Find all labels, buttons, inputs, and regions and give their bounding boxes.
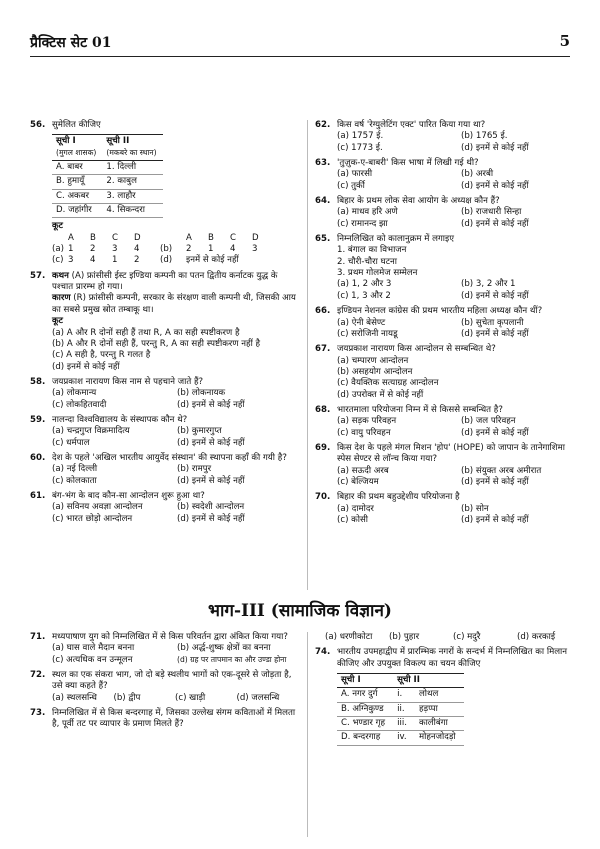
option[interactable]: (b) पुहार: [389, 632, 420, 642]
question-73-options: [315, 632, 581, 643]
option[interactable]: (d) इनमें से कोई नहीं: [461, 427, 529, 438]
option[interactable]: (a) सऊदी अरब: [337, 465, 389, 476]
option[interactable]: (c) धर्मपाल: [52, 437, 90, 448]
table-row: A. बाबर 1. दिल्ली: [52, 161, 163, 175]
match-table: [52, 134, 163, 218]
option[interactable]: (c) सरोजिनी नायडू: [337, 328, 398, 339]
table-row: C. अकबर 3. लाहौर: [52, 189, 163, 203]
question-text: सुमेलित कीजिए: [52, 120, 101, 130]
column-divider: [307, 632, 308, 837]
table-header: सूची II (मकबरे का स्थान): [102, 135, 162, 161]
section-title: भाग-III (सामाजिक विज्ञान): [208, 601, 392, 621]
option[interactable]: (d) इनमें से कोई नहीं: [461, 328, 529, 339]
option[interactable]: (d) इनमें से कोई नहीं: [461, 142, 529, 153]
option[interactable]: (a) 1, 2 और 3: [337, 279, 392, 290]
table-row: B. अग्निकुण्ड ii. हड़प्पा: [337, 702, 464, 716]
option[interactable]: (c) 1, 3 और 2: [337, 290, 391, 301]
table-header: सूची I (मुगल शासक): [52, 135, 102, 161]
page-header: [30, 30, 570, 57]
option[interactable]: (c) वैयक्तिक सत्याग्रह आन्दोलन: [337, 378, 439, 389]
question-69: 69. किस देश के पहले मंगल मिशन 'होप' (HOPE) को जापान के तानेगाशिमा स्पेस सेण्टर से लॉन्च किया गया? (a) सऊदी अरब (b) संयुक्त अरब अमीरात (c) बेल्जियम (d) इनमें से कोई नहीं: [315, 443, 581, 488]
option[interactable]: (c) कोसी: [337, 515, 369, 525]
option[interactable]: (b) संयुक्त अरब अमीरात: [461, 465, 542, 476]
option[interactable]: (a) चम्पारण आन्दोलन: [337, 355, 409, 366]
page-number: 5: [559, 32, 570, 51]
left-column-part3: [30, 632, 298, 735]
question-63: 63. 'तुज़ुक-ए-बाबरी' किस भाषा में लिखी गई थी? (a) फारसी (b) अरबी (c) तुर्की (d) इनमें से कोई नहीं: [315, 158, 581, 192]
column-divider: [307, 120, 308, 590]
option[interactable]: (b) सोन: [461, 503, 489, 514]
option[interactable]: (b) असहयोग आन्दोलन: [337, 366, 413, 377]
option[interactable]: (a) A और R दोनों सही हैं तथा R, A का सही स्पष्टीकरण है: [52, 327, 240, 338]
table-row: B. हुमायूँ 2. काबुल: [52, 175, 163, 189]
option[interactable]: (d) करकाई: [517, 632, 556, 642]
table-row: D. जहांगीर 4. सिकन्दरा: [52, 204, 163, 218]
option[interactable]: (d) इनमें से कोई नहीं: [52, 361, 120, 372]
option[interactable]: (a) ऐनी बेसेण्ट: [337, 317, 386, 328]
option[interactable]: (a) माधव हरि अणे: [337, 207, 398, 218]
question-67: 67. जयप्रकाश नारायण किस आन्दोलन से सम्बन्धित थे? (a) चम्पारण आन्दोलन (b) असहयोग आन्दोलन (c) वैयक्तिक सत्याग्रह आन्दोलन (d) उपरोक्त में से कोई नहीं: [315, 344, 581, 401]
option[interactable]: (b) रामपुर: [177, 464, 212, 475]
option[interactable]: (d) इनमें से कोई नहीं: [177, 475, 245, 486]
option[interactable]: (a) स्थलसन्धि: [52, 692, 97, 703]
code-label: कूट: [52, 221, 63, 232]
option[interactable]: (c) रामानन्द झा: [337, 218, 388, 229]
option[interactable]: (b) अरबी: [461, 169, 494, 180]
option[interactable]: (d) इनमें से कोई नहीं: [177, 513, 245, 524]
question-68: 68. भारतमाला परियोजना निम्न में से किससे सम्बन्धित है? (a) सड़क परिवहन (b) जल परिवहन (c) वायु परिवहन (d) इनमें से कोई नहीं: [315, 405, 581, 439]
question-58: 58. जयप्रकाश नारायण किस नाम से पहचाने जाते हैं? (a) लोकमान्य (b) लोकनायक (c) लोकहितवादी (d) इनमें से कोई नहीं: [30, 377, 298, 411]
option[interactable]: (c) अत्यधिक वन उन्मूलन: [52, 654, 133, 665]
question-59: 59. नालन्दा विश्वविद्यालय के संस्थापक कौन थे? (a) चन्द्रगुप्त विक्रमादित्य (b) कुमारगुप्त (c) धर्मपाल (d) इनमें से कोई नहीं: [30, 415, 298, 449]
match-table: सूची I सूची II A. नगर दुर्ग i. लोथल B. अग्निकुण्ड ii. हड़प्पा C. भण्डार गृह iii. कालीबंगा D. बन्दरगाह iv. मोहनजोदड़ो: [337, 673, 464, 746]
question-64: 64. बिहार के प्रथम लोक सेवा आयोग के अध्यक्ष कौन हैं? (a) माधव हरि अणे (b) राजधारी सिन्हा (c) रामानन्द झा (d) इनमें से कोई नहीं: [315, 196, 581, 230]
right-column-part3: [315, 632, 581, 750]
option[interactable]: (c) वायु परिवहन: [337, 427, 391, 438]
option[interactable]: (d) इनमें से कोई नहीं: [461, 515, 529, 525]
option[interactable]: (d) इनमें से कोई नहीं: [461, 218, 529, 229]
option[interactable]: (c) बेल्जियम: [337, 476, 379, 487]
page-title: प्रैक्टिस सेट 01: [30, 34, 112, 51]
question-61: 61. बंग-भंग के बाद कौन-सा आन्दोलन शुरू हुआ था? (a) सविनय अवज्ञा आन्दोलन (b) स्वदेशी आन्दोलन (c) भारत छोड़ो आन्दोलन (d) इनमें से कोई नहीं: [30, 491, 298, 525]
option[interactable]: (d) इनमें से कोई नहीं: [177, 437, 245, 448]
option[interactable]: (c) कोलकाता: [52, 475, 97, 486]
option[interactable]: (b) जल परिवहन: [461, 416, 516, 427]
question-71: 71. मध्यपाषाण युग को निम्नलिखित में से किस परिवर्तन द्वारा अंकित किया गया? (a) घास वाले मैदान बनना (b) अर्द्ध-शुष्क क्षेत्रों का बनना (c) अत्यधिक वन उन्मूलन (d) ग्रह पर तापमान का और उण्डा होना: [30, 632, 298, 666]
option[interactable]: (b) द्वीप: [113, 692, 141, 703]
option[interactable]: (b) सुचेता कृपलानी: [461, 317, 524, 328]
option[interactable]: (c) 1773 ई.: [337, 142, 383, 153]
left-column: [30, 120, 298, 529]
question-56: [30, 120, 298, 267]
option[interactable]: (b) 1765 ई.: [461, 131, 508, 142]
option[interactable]: (d) जलसन्धि: [236, 692, 280, 703]
option[interactable]: (a) दामोदर: [337, 503, 374, 514]
question-62: 62. किस वर्ष 'रेग्युलेटिंग एक्ट' पारित किया गया था? (a) 1757 ई. (b) 1765 ई. (c) 1773 ई. (d) इनमें से कोई नहीं: [315, 120, 581, 154]
option[interactable]: (b) अर्द्ध-शुष्क क्षेत्रों का बनना: [177, 643, 271, 654]
question-74: 74. भारतीय उपमहाद्वीप में प्रारम्भिक नगरों के सन्दर्भ में निम्नलिखित का मिलान कीजिए और उपयुक्त विकल्प का चयन कीजिए सूची I सूची II A. नगर दुर्ग i. लोथल B. अग्निकुण्ड ii. हड़प्पा C. भण्डार गृह iii. कालीबंगा D. बन्दरगाह iv. मोहनजोदड़ो: [315, 647, 581, 745]
code-label: कूट: [52, 316, 63, 327]
question-70: 70. बिहार की प्रथम बहुउद्देशीय परियोजना है (a) दामोदर (b) सोन (c) कोसी (d) इनमें से कोई नहीं: [315, 492, 581, 526]
option[interactable]: (c) खाड़ी: [175, 692, 206, 703]
option[interactable]: (d) इनमें से कोई नहीं: [461, 180, 529, 191]
question-66: 66. इण्डियन नेशनल कांग्रेस की प्रथम भारतीय महिला अध्यक्ष कौन थीं? (a) ऐनी बेसेण्ट (b) सुचेता कृपलानी (c) सरोजिनी नायडू (d) इनमें से कोई नहीं: [315, 306, 581, 340]
option[interactable]: (d) उपरोक्त में से कोई नहीं: [337, 389, 424, 400]
table-row: C. भण्डार गृह iii. कालीबंगा: [337, 717, 464, 731]
option[interactable]: (b) 3, 2 और 1: [461, 279, 516, 290]
option[interactable]: (a) घास वाले मैदान बनना: [52, 643, 135, 654]
table-row: A. नगर दुर्ग i. लोथल: [337, 688, 464, 702]
option[interactable]: (c) A सही है, परन्तु R गलत है: [52, 350, 151, 361]
question-73: 73. निम्नलिखित में से किस बन्दरगाह में, जिसका उल्लेख संगम कविताओं में मिलता है, पूर्वी तट पर व्यापार के प्रमाण मिलते हैं?: [30, 708, 296, 730]
option[interactable]: (a) 1757 ई.: [337, 131, 384, 142]
option[interactable]: (b) A और R दोनों सही हैं, परन्तु R, A का सही स्पष्टीकरण नहीं है: [52, 338, 261, 349]
option[interactable]: (d) इनमें से कोई नहीं: [461, 290, 529, 301]
option[interactable]: (b) लोकनायक: [177, 388, 226, 399]
option[interactable]: (a) धरणीकोटा: [325, 632, 373, 642]
option[interactable]: (a) सड़क परिवहन: [337, 416, 397, 427]
question-65: 65. निम्नलिखित को कालानुक्रम में लगाइए 1. बंगाल का विभाजन 2. चौरी-चौरा घटना 3. प्रथम गोलमेज सम्मेलन (a) 1, 2 और 3 (b) 3, 2 और 1 (c) 1, 3 और 2 (d) इनमें से कोई नहीं: [315, 234, 581, 302]
option[interactable]: (c) मदुरै: [453, 632, 481, 642]
question-number: 57.: [30, 270, 46, 281]
option[interactable]: (c) भारत छोड़ो आन्दोलन: [52, 513, 133, 524]
list-item: 1. बंगाल का विभाजन: [337, 245, 407, 256]
option[interactable]: (a) चन्द्रगुप्त विक्रमादित्य: [52, 426, 130, 437]
question-57: 57. कथन (A) फ्रांसीसी ईस्ट इण्डिया कम्पनी का पतन द्वितीय कर्नाटक युद्ध के पश्चात प्रारम्भ हो गया। कारण (R) फ्रांसीसी कम्पनी, सरकार के संरक्षण वाली कम्पनी थी, जिसकी आय का सबसे प्रमुख स्रोत तम्बाकू था। कूट (a) A और R दोनों सही हैं तथा R, A का सही स्पष्टीकरण है (b) A और R दोनों सही हैं, परन्तु R, A का सही स्पष्टीकरण नहीं है (c) A सही है, परन्तु R गलत है (d) इनमें से कोई नहीं: [30, 271, 298, 373]
option[interactable]: (d) ग्रह पर तापमान का और उण्डा होना: [177, 654, 287, 664]
option[interactable]: (b) कुमारगुप्त: [177, 426, 222, 437]
option[interactable]: (a) नई दिल्ली: [52, 464, 98, 475]
option[interactable]: (c) तुर्की: [337, 180, 365, 191]
option[interactable]: (d) इनमें से कोई नहीं: [461, 476, 529, 487]
option[interactable]: (a) फारसी: [337, 169, 373, 180]
option[interactable]: (d) इनमें से कोई नहीं: [177, 399, 245, 410]
option[interactable]: (b) स्वदेशी आन्दोलन: [177, 502, 245, 513]
table-row: D. बन्दरगाह iv. मोहनजोदड़ो: [337, 731, 464, 745]
question-72: 72. स्थल का एक संकरा भाग, जो दो बड़े स्थलीय भागों को एक-दूसरे से जोड़ता है, उसे क्या कहते हैं? (a) स्थलसन्धि (b) द्वीप (c) खाड़ी (d) जलसन्धि: [30, 670, 298, 704]
question-number: 56.: [30, 120, 46, 130]
option[interactable]: (c) लोकहितवादी: [52, 399, 107, 410]
option[interactable]: (b) राजधारी सिन्हा: [461, 207, 522, 218]
list-item: 2. चौरी-चौरा घटना: [337, 256, 398, 267]
question-60: 60. देश के पहले 'अखिल भारतीय आयुर्वेद संस्थान' की स्थापना कहाँ की गयी है? (a) नई दिल्ली (b) रामपुर (c) कोलकाता (d) इनमें से कोई नहीं: [30, 453, 298, 487]
right-column: [315, 120, 581, 530]
option[interactable]: (a) लोकमान्य: [52, 388, 97, 399]
option[interactable]: (a) सविनय अवज्ञा आन्दोलन: [52, 502, 143, 513]
code-grid: A B C D A B C D (a) 1 2 3 4 (b) 2 1 4 3 (c) 3 4 1 2 (d) इनमें से कोई नहीं: [52, 232, 259, 266]
list-item: 3. प्रथम गोलमेज सम्मेलन: [337, 268, 418, 279]
